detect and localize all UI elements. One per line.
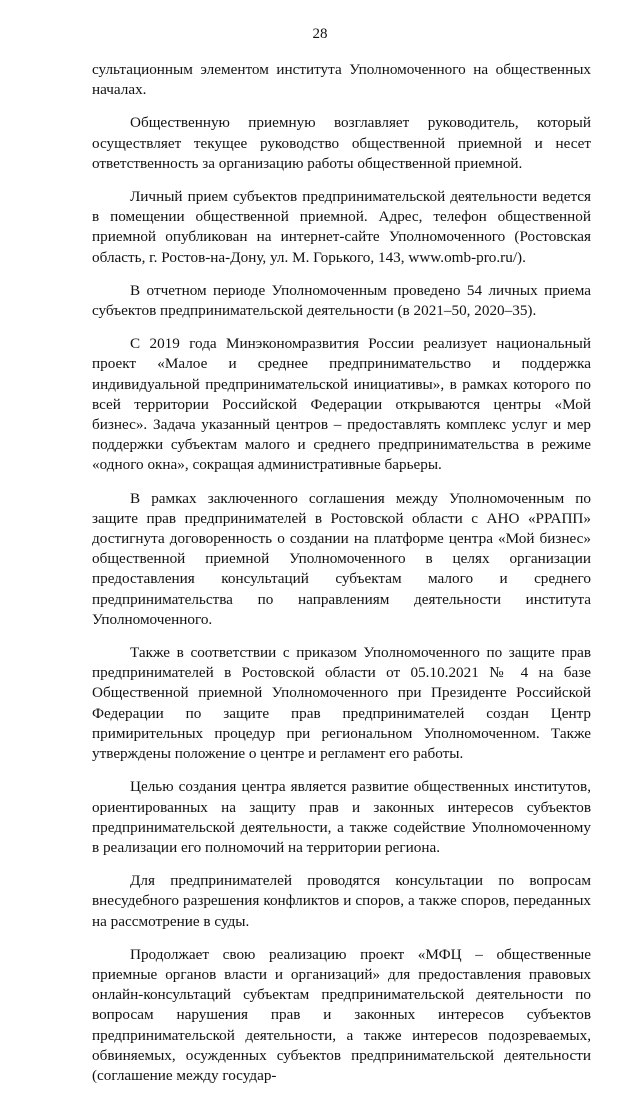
- paragraph-4: В отчетном периоде Уполномоченным проведено 54 личных приема субъектов предпринимательской деятельности (в 2021–50, 2020–35).: [92, 281, 591, 320]
- paragraph-5: С 2019 года Минэкономразвития России реализует национальный проект «Малое и среднее предпринимательство и поддержка индивидуальной предпринимательской инициативы», в рамках которого по всей территории Российской Федерации открываются центры «Мой бизнес». Задача указанный центров – предоставлять комплекс услуг и мер поддержки субъектам малого и среднего предпринимательства в режиме «одного окна», сокращая административные барьеры.: [92, 335, 591, 474]
- paragraph-6: В рамках заключенного соглашения между Уполномоченным по защите прав предпринимателей в Ростовской области с АНО «РРАПП» достигнута договоренность о создании на платформе центра «Мой бизнес» общественной приемной Уполномоченного в целях организации предоставления консультаций субъектам малого и среднего предпринимательства по направлениям деятельности института Уполномоченного.: [92, 489, 591, 628]
- paragraph-2: Общественную приемную возглавляет руководитель, который осуществляет текущее руководство общественной приемной и несет ответственность за организацию работы общественной приемной.: [92, 114, 591, 172]
- paragraph-10: Продолжает свою реализацию проект «МФЦ – общественные приемные органов власти и организаций» для предоставления правовых онлайн-консультаций субъектам предпринимательской деятельности по вопросам нарушения прав и законных интересов субъектов предпринимательской деятельности, а также интересов подозреваемых, обвиняемых, осужденных субъектов предпринимательской деятельности (соглашение между государ-: [92, 945, 591, 1084]
- body-text: [92, 60, 591, 1099]
- paragraph-7: Также в соответствии с приказом Уполномоченного по защите прав предпринимателей в Ростовской области от 05.10.2021 № 4 на базе Общественной приемной Уполномоченного при Президенте Российской Федерации по защите прав предпринимателей создан Центр примирительных процедур при региональном Уполномоченном. Также утверждены положение о центре и регламент его работы.: [92, 644, 591, 763]
- paragraph-8: Целью создания центра является развитие общественных институтов, ориентированных на защиту прав и законных интересов субъектов предпринимательской деятельности, а также содействие Уполномоченному в реализации его полномочий на территории региона.: [92, 778, 591, 856]
- paragraph-1: сультационным элементом института Уполномоченного на общественных началах.: [92, 61, 591, 99]
- paragraph-9: Для предпринимателей проводятся консультации по вопросам внесудебного разрешения конфликтов и споров, а также споров, переданных на рассмотрение в суды.: [92, 872, 591, 930]
- page-number: 28: [312, 26, 328, 42]
- paragraph-3: Личный прием субъектов предпринимательской деятельности ведется в помещении общественной приемной. Адрес, телефон общественной приемной опубликован на интернет-сайте Уполномоченного (Ростовская область, г. Ростов-на-Дону, ул. М. Горького, 143, www.omb-pro.ru/).: [92, 188, 591, 266]
